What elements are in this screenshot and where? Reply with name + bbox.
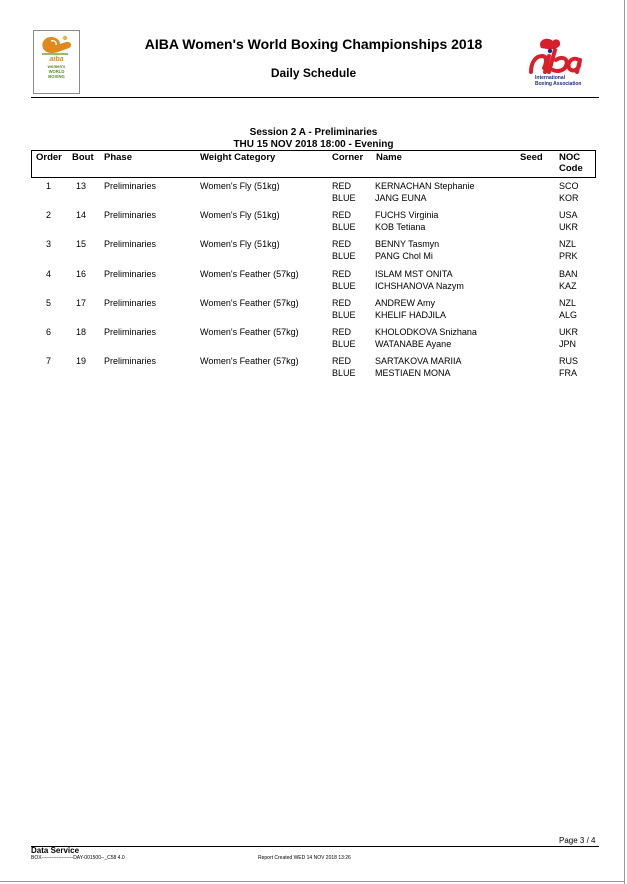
row-blue-name: KOB Tetiana [375,222,426,233]
row-blue-noc: ALG [559,309,578,320]
column-name: Name [376,152,402,163]
aiba-glove-logo-icon [527,36,595,76]
aiba-logo [527,36,595,92]
row-red-corner: RED [332,181,352,191]
row-red-noc: RUS [559,356,579,367]
row-weight-category: Women's Feather (57kg) [200,268,299,279]
footer-report-code: BOX-------------------DAY-001500--_C58 4.0 [31,855,125,861]
row-bout: 14 [76,210,87,221]
column-weight-category: Weight Category [200,152,276,163]
row-red-noc: UKR [559,327,579,337]
row-weight-category: Women's Fly (51kg) [200,210,280,221]
row-blue-name: JANG EUNA [375,193,427,203]
row-red-noc: NZL [559,297,577,308]
row-phase: Preliminaries [104,297,157,308]
header-divider [31,97,599,98]
row-bout: 13 [76,181,87,191]
row-red-corner: RED [332,210,352,221]
row-red-name: FUCHS Virginia [375,210,439,221]
row-phase: Preliminaries [104,181,157,191]
page-number: Page 3 / 4 [559,836,596,845]
row-blue-noc: FRA [559,368,577,379]
column-corner: Corner [332,152,364,163]
row-red-noc: SCO [559,181,579,191]
row-blue-corner: BLUE [332,193,356,203]
row-blue-noc: UKR [559,222,579,233]
row-red-corner: RED [332,268,352,279]
row-weight-category: Women's Fly (51kg) [200,239,280,250]
row-order: 7 [46,356,52,367]
document-subtitle: Daily Schedule [270,66,357,80]
column-phase: Phase [104,152,132,163]
row-red-noc: BAN [559,268,578,279]
row-red-corner: RED [332,356,352,367]
row-blue-noc: KOR [559,193,579,203]
row-order: 1 [46,181,52,191]
row-weight-category: Women's Feather (57kg) [200,356,299,367]
row-bout: 19 [76,356,87,367]
row-phase: Preliminaries [104,268,157,279]
page-edge-bottom [0,881,625,882]
row-order: 3 [46,239,52,250]
row-order: 2 [46,210,52,221]
row-red-corner: RED [332,239,352,250]
document-title: AIBA Women's World Boxing Championships 2018 [144,36,483,52]
row-weight-category: Women's Feather (57kg) [200,297,299,308]
table-header [31,150,596,178]
row-red-name: KERNACHAN Stephanie [375,181,475,191]
session-title: Session 2 A - Preliminaries [249,127,378,138]
championship-logo-line-3: BOXING [48,74,65,79]
row-phase: Preliminaries [104,239,157,250]
row-red-noc: NZL [559,239,577,250]
row-bout: 16 [76,268,87,279]
aiba-logo-line-1: International [535,75,566,81]
row-blue-corner: BLUE [332,368,356,379]
row-red-noc: USA [559,210,578,221]
column-order: Order [36,152,62,163]
row-red-corner: RED [332,297,352,308]
row-blue-name: ICHSHANOVA Nazym [375,280,464,291]
row-blue-name: PANG Chol Mi [375,251,433,262]
footer-report-created: Report Created WED 14 NOV 2018 13:26 [258,855,351,861]
column-seed: Seed [520,152,543,163]
row-red-name: ISLAM MST ONITA [375,268,453,279]
row-phase: Preliminaries [104,356,157,367]
row-order: 5 [46,297,52,308]
row-red-name: ANDREW Amy [375,297,436,308]
championship-logo-line-1: women's [47,64,66,69]
row-blue-noc: PRK [559,251,578,262]
row-blue-corner: BLUE [332,339,356,349]
row-red-name: KHOLODKOVA Snizhana [375,327,477,337]
row-phase: Preliminaries [104,327,157,337]
aiba-logo-line-2: Boxing Association [535,81,582,87]
row-red-corner: RED [332,327,352,337]
column-noc-code: Code [559,163,583,174]
row-blue-corner: BLUE [332,280,356,291]
row-blue-corner: BLUE [332,309,356,320]
row-red-name: BENNY Tasmyn [375,239,440,250]
row-blue-name: WATANABE Ayane [375,339,452,349]
row-blue-corner: BLUE [332,222,356,233]
row-blue-noc: KAZ [559,280,577,291]
championship-logo-brand: aiba [49,56,64,63]
row-bout: 18 [76,327,87,337]
row-order: 6 [46,327,52,337]
row-bout: 15 [76,239,87,250]
footer-data-service: Data Service [31,846,80,855]
row-phase: Preliminaries [104,210,157,221]
championship-logo-line-2: WORLD [48,69,65,74]
column-noc: NOC [559,152,581,163]
footer-divider [31,846,599,847]
session-date: THU 15 NOV 2018 18:00 - Evening [233,139,394,150]
row-bout: 17 [76,297,87,308]
row-blue-name: MESTIAEN MONA [375,368,451,379]
row-red-name: SARTAKOVA MARIIA [375,356,462,367]
column-bout: Bout [72,152,94,163]
aiba-logo-text [535,75,582,87]
row-order: 4 [46,268,52,279]
row-blue-name: KHELIF HADJILA [375,309,447,320]
row-blue-noc: JPN [559,339,577,349]
row-weight-category: Women's Fly (51kg) [200,181,280,191]
row-blue-corner: BLUE [332,251,356,262]
row-weight-category: Women's Feather (57kg) [200,327,299,337]
